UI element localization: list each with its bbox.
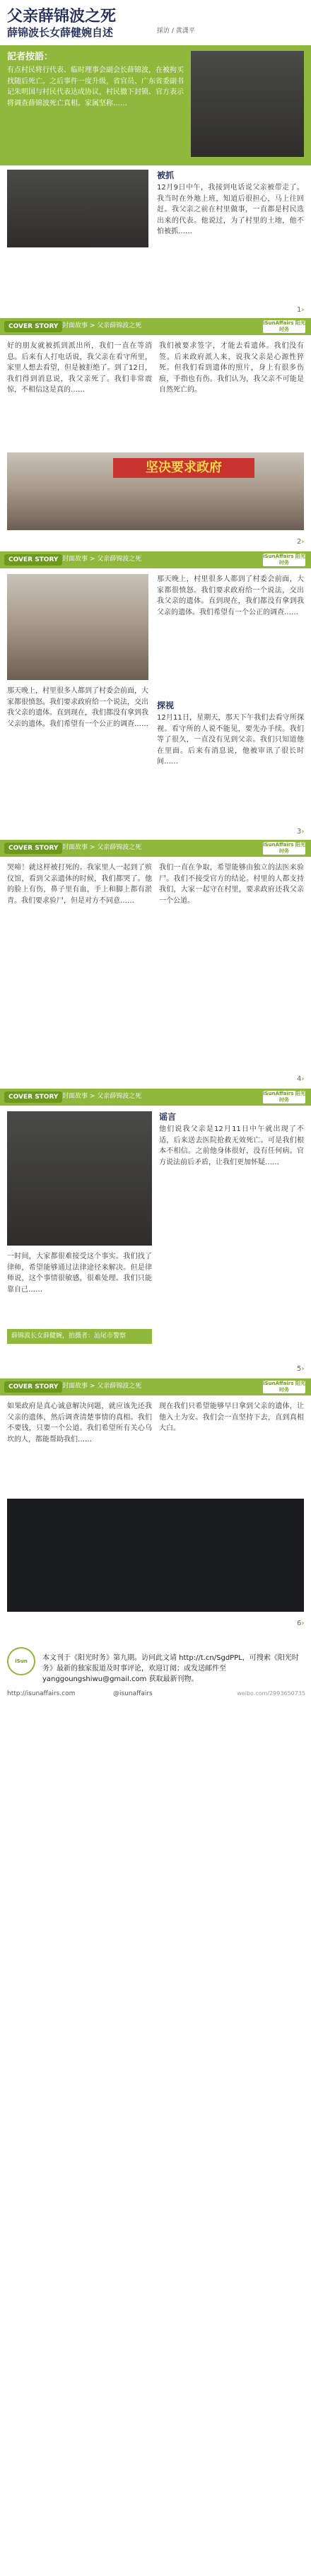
section-bar	[0, 318, 311, 335]
page3-column-right: 12月11日，星期天，那天下午我们去看守所探视。看守所的人说不能见，要先办手续。我们等了很久，一直没有见到父亲。我们只知道他在里面。后来有消息说，他被审讯了很长时间……	[157, 714, 304, 766]
page6-column-right: 现在我们只希望能够早日拿到父亲的遗体，让他入土为安。我们会一直坚持下去，直到真相大白。	[159, 1403, 304, 1432]
magazine-logo: iSunAffairs 阳光时务	[263, 554, 305, 566]
page-number: 1›	[297, 306, 305, 314]
page4-column-left: 哭啼！就这样被打死的。我家里人一起到了殡仪馆，看到父亲遗体的时候，我们都哭了。他的脸上有伤，鼻子里有血，手上和脚上都有淤青。我们要求验尸，但是对方不同意……	[7, 864, 152, 905]
section-heading-rumors: 谣言	[159, 1112, 177, 1122]
section-bar	[0, 840, 311, 857]
note-label: 記者按語：	[7, 52, 54, 62]
page-number: 2›	[297, 538, 305, 546]
breadcrumb: 封面故事 > 父亲薛锦波之死	[62, 844, 142, 851]
footer	[0, 1640, 311, 1699]
breadcrumb: 封面故事 > 父亲薛锦波之死	[62, 1383, 142, 1390]
article-header	[0, 0, 311, 42]
page-number: 5›	[297, 1365, 305, 1373]
section-bar	[0, 1378, 311, 1395]
magazine-logo: iSunAffairs 阳光时务	[263, 1091, 305, 1103]
section-heading-visit: 探视	[157, 701, 175, 710]
cover-story-badge: COVER STORY	[4, 554, 62, 566]
byline: 採访 / 黄潇平	[157, 28, 195, 35]
page-number: 6›	[297, 1620, 305, 1627]
section-bar	[0, 551, 311, 568]
magazine-logo: iSunAffairs 阳光时务	[263, 320, 305, 332]
page3-column-right-top	[157, 574, 304, 618]
protest-banner: 坚决要求政府	[113, 458, 254, 478]
cover-story-badge: COVER STORY	[4, 321, 62, 332]
cover-story-badge: COVER STORY	[4, 1091, 62, 1103]
page6-column-left: 如果政府是真心诚意解决问题，就应该先还我父亲的遗体，然后调查清楚事情的真相。我们不要钱，只要一个公道。我们希望所有关心乌坎的人，都能帮助我们……	[7, 1403, 152, 1444]
breadcrumb: 封面故事 > 父亲薛锦波之死	[62, 322, 142, 329]
page3-column-left: 那天晚上，村里很多人都到了村委会前面，大家都很愤怒。我们要求政府给一个说法，交出我父亲的遗体。直到现在，我们都没有拿到我父亲的遗体。我们希望有一个公正的调查……	[7, 687, 148, 728]
portrait-photo-2	[7, 1111, 152, 1246]
portrait-photo	[191, 51, 304, 157]
page3-intro: 那天晚上，村里很多人都到了村委会前面，大家都很愤怒。我们要求政府给一个说法，交出我父亲的遗体。直到现在，我们都没有拿到我父亲的遗体。我们希望有一个公正的调查……	[157, 575, 304, 616]
breadcrumb: 封面故事 > 父亲薛锦波之死	[62, 1093, 142, 1100]
protest-photo	[7, 452, 304, 530]
magazine-logo-round: iSun	[7, 1647, 35, 1675]
page2-column-left: 好的朋友就被抓到派出所，我们一直在等消息。后来有人打电话说，我父亲在看守所里，家里人想去看望，但是被拒绝了。到了12日，我们得到消息说，我父亲死了。我们非常震惊，不相信这是真的……	[7, 342, 152, 394]
cover-story-badge: COVER STORY	[4, 1381, 62, 1393]
page-title: 父亲薛锦波之死	[7, 7, 117, 25]
watermark: weibo.com/2993650735	[237, 1690, 305, 1697]
magazine-logo: iSunAffairs 阳光时务	[263, 842, 305, 854]
section-heading-arrest: 被抓	[157, 170, 175, 180]
crowd-photo	[7, 574, 148, 680]
breadcrumb: 封面故事 > 父亲薛锦波之死	[62, 556, 142, 563]
footer-weibo[interactable]: @isunaffairs	[113, 1690, 153, 1697]
daughter-photo	[7, 170, 148, 247]
tv-screen-photo	[7, 1499, 304, 1612]
footer-url[interactable]: http://isunaffairs.com	[7, 1690, 76, 1697]
page4-column-right: 我们一直在争取，希望能够由独立的法医来验尸。我们不接受官方的结论。村里的人都支持我们，大家一起守在村里，要求政府还我父亲一个公道。	[159, 864, 304, 905]
note-text: 有点村民将行代表、临时理事会副会长薛锦波，在被拘买找随后死亡。之后事件一度升级，省官员、广东省委副书记朱明国与村民代表达成协议，村民撤下封锁、官方表示将调查薛锦波死亡真相。家属坚称……	[7, 66, 184, 107]
footer-note: 本文刊于《阳光时务》第九期。访问此文请 http://t.cn/SgdPPL，可搜索《阳光时务》最新的独家报道及时事评论，欢迎订阅；或发送邮件至 yanggoungshiwu@gmail.com 获取最新刊物。	[42, 1654, 299, 1683]
intro-column-left	[7, 170, 148, 254]
page5-column-right: 他们说我父亲是12月11日中午就出现了不适，后来送去医院抢救无效死亡。可是我们根本不相信。之前他身体很好，没有任何病。官方说法前后矛盾，让我们更加怀疑……	[159, 1125, 304, 1166]
section-bar	[0, 1089, 311, 1106]
page-number: 3›	[297, 828, 305, 836]
page-subtitle: 薛锦波长女薛健婉自述	[7, 26, 114, 39]
page1-column-right: 12月9日中午，我接到电话说父亲被带走了。我当时在外地上班，知道后很担心，马上往回赶。我父亲之前在村里做事，一直都是村民选出来的代表。他说过，为了村里的土地，他不怕被抓……	[157, 184, 304, 235]
page-number: 4›	[297, 1075, 305, 1083]
editor-note	[0, 45, 311, 165]
page2-column-right: 我们被要求签字，才能去看遗体。我们没有签。后来政府派人来，说我父亲是心源性猝死。但我们看到遗体的照片，身上有很多伤痕，手指也有伤。我们认为，我父亲不可能是自然死亡的。	[159, 342, 304, 394]
photo-caption: 薛锦波长女薛健婉，拍摄者：汕尾市警察	[7, 1329, 152, 1344]
cover-story-badge: COVER STORY	[4, 843, 62, 854]
magazine-logo: iSunAffairs 阳光时务	[263, 1381, 305, 1393]
page5-column-left: 一时间，大家都很难接受这个事实。我们找了律师，希望能够通过法律途径来解决。但是律师说，这个事情很敏感，很难处理。我们只能靠自己……	[7, 1253, 152, 1294]
